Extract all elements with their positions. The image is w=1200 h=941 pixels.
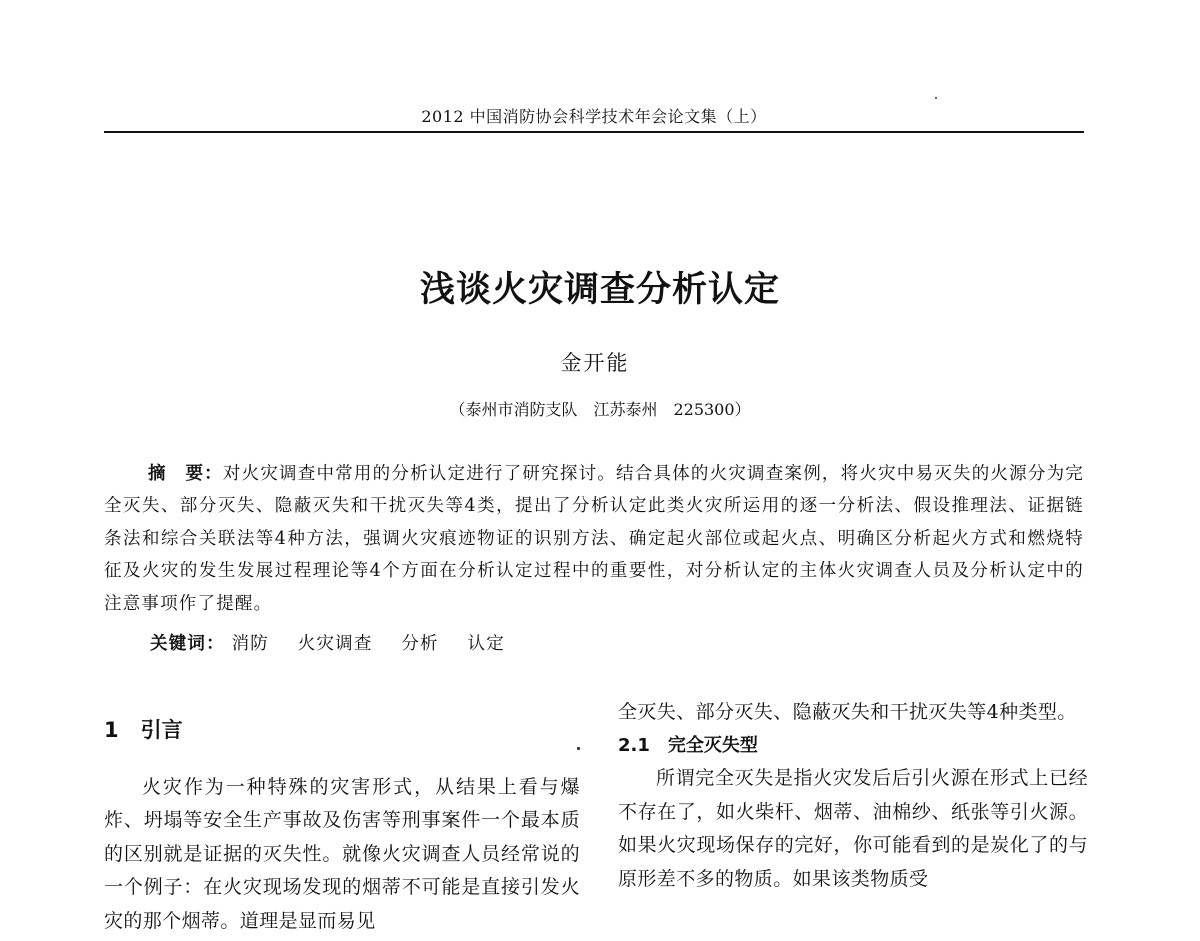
keyword: 分析 xyxy=(401,634,439,654)
keywords-label: 关键词： xyxy=(150,634,225,654)
abstract-text: 对火灾调查中常用的分析认定进行了研究探讨。结合具体的火灾调查案例，将火灾中易灭失的火源分为完全灭失、部分灭失、隐蔽灭失和干扰灭失等4类，提出了分析认定此类火灾所运用的逐一分析法、假设推理法、证据链条法和综合关联法等4种方法，强调火灾痕迹物证的识别方法、确定起火部位或起火点、明确区分析起火方式和燃烧特征及火灾的发生发展过程理论等4个方面在分析认定过程中的重要性，对分析认定的主体火灾调查人员及分析认定中的注意事项作了提醒。 xyxy=(104,464,1084,614)
keyword: 消防 xyxy=(231,634,269,654)
section-number: 1 xyxy=(104,718,119,742)
keywords xyxy=(150,628,1050,660)
scan-speck xyxy=(935,97,937,99)
header-rule xyxy=(104,131,1084,133)
subsection-number: 2.1 xyxy=(618,735,650,757)
section-heading xyxy=(104,710,580,750)
subsection-title: 完全灭失型 xyxy=(667,735,758,757)
running-header: 2012 中国消防协会科学技术年会论文集（上） xyxy=(421,107,767,126)
author: 金开能 xyxy=(560,351,630,375)
keyword: 认定 xyxy=(467,634,505,654)
abstract xyxy=(104,458,1084,620)
paper-title: 浅谈火灾调查分析认定 xyxy=(419,269,780,310)
right-column xyxy=(618,696,1088,896)
affiliation: （泰州市消防支队 江苏泰州 225300） xyxy=(449,400,751,419)
body-paragraph: 火灾作为一种特殊的灾害形式，从结果上看与爆炸、坍塌等安全生产事故及伤害等刑事案件一个最本质的区别就是证据的灭失性。就像火灾调查人员经常说的一个例子：在火灾现场发现的烟蒂不可能是直接引发火灾的那个烟蒂。道理是显而易见 xyxy=(104,776,580,932)
subsection-heading xyxy=(618,729,1088,762)
section-title: 引言 xyxy=(140,718,183,742)
left-column xyxy=(104,710,580,938)
body-paragraph: 所谓完全灭失是指火灾发后后引火源在形式上已经不存在了，如火柴杆、烟蒂、油棉纱、纸张等引火源。如果火灾现场保存的完好，你可能看到的是炭化了的与原形差不多的物质。如果该类物质受 xyxy=(618,767,1088,890)
body-paragraph-continuation: 全灭失、部分灭失、隐蔽灭失和干扰灭失等4种类型。 xyxy=(618,701,1077,723)
keyword: 火灾调查 xyxy=(297,634,373,654)
scan-speck xyxy=(577,747,580,750)
abstract-label: 摘 要： xyxy=(148,464,223,484)
